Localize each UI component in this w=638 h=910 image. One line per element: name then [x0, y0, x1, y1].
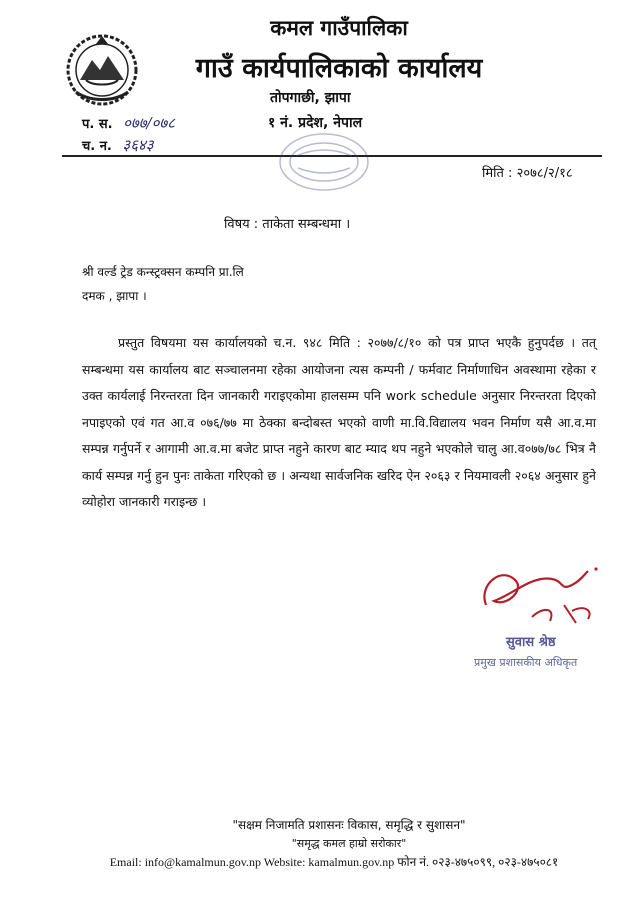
addressee-address: दमक , झापा । [82, 289, 147, 303]
office-province: १ नं. प्रदेश, नेपाल [268, 115, 363, 131]
ps-value: ०७७/०७८ [123, 114, 175, 132]
footer-contact: Email: info@kamalmun.gov.np Website: kamalmun.gov.np फोन नं. ०२३-४७५०९९, ०२३-४७५०८१ [109, 855, 559, 869]
ps-label: प. स. [82, 117, 113, 132]
signature-icon [472, 555, 612, 630]
cn-reference [82, 135, 154, 155]
municipality-name: कमल गाउँपालिका [270, 16, 408, 40]
cn-label: च. न. [82, 139, 112, 154]
signatory-name: सुवास श्रेष्ठ [506, 635, 556, 650]
letter-body [82, 330, 596, 516]
office-name: गाउँ कार्यपालिकाको कार्यालय [195, 53, 483, 84]
signatory-designation: प्रमुख प्रशासकीय अधिकृत [474, 656, 578, 669]
letter-subject: विषय : ताकेता सम्बन्धमा । [224, 217, 351, 232]
letter-date: मिति : २०७८/२/१८ [482, 166, 573, 181]
footer-motto-secondary: "समृद्ध कमल हाम्रो सरोकार" [291, 837, 407, 850]
addressee-name: श्री वर्ल्ड ट्रेड कन्स्ट्रक्सन कम्पनि प्रा.लि [82, 265, 244, 279]
body-paragraph: प्रस्तुत विषयमा यस कार्यालयको च.न. ९४८ मिति : २०७७/८/१० को पत्र प्राप्त भएकै हुनुपर्दछ । तत् सम्बन्धमा यस कार्यालय बाट सञ्चालनमा रहेका आयोजना त्यस कम्पनी / फर्मवाट निर्माणाधिन अवस्थामा रहेका र उक्त कार्यलाई निरन्तरता दिन जानकारी गराइएकोमा हालसम्म पनि work schedule अनुसार निरन्तरता दिएको नपाइएको एवं गत आ.व ०७६/७७ मा ठेक्का बन्दोबस्त भएको वाणी मा.वि.विद्यालय भवन निर्माण यसै आ.व.मा सम्पन्न गर्नुपर्ने र आगामी आ.व.मा बजेट प्राप्त नहुने कारण बाट म्याद थप नहुने भएकोले चालु आ.व०७७/७८ भित्र नै कार्य सम्पन्न गर्नु हुन पुनः ताकेता गरिएको छ । अन्यथा सार्वजनिक खरिद ऐन २०६३ र नियमावली २०६४ अनुसार हुने व्योहोरा जानकारी गराइन्छ । [82, 335, 596, 509]
footer-motto-primary: "सक्षम निजामति प्रशासनः विकास, समृद्धि र सुशासन" [232, 818, 466, 832]
ps-reference [82, 113, 175, 133]
office-stamp-icon [276, 130, 372, 194]
cn-value: ३६४३ [122, 136, 154, 154]
office-location: तोपगाछी, झापा [270, 90, 351, 106]
